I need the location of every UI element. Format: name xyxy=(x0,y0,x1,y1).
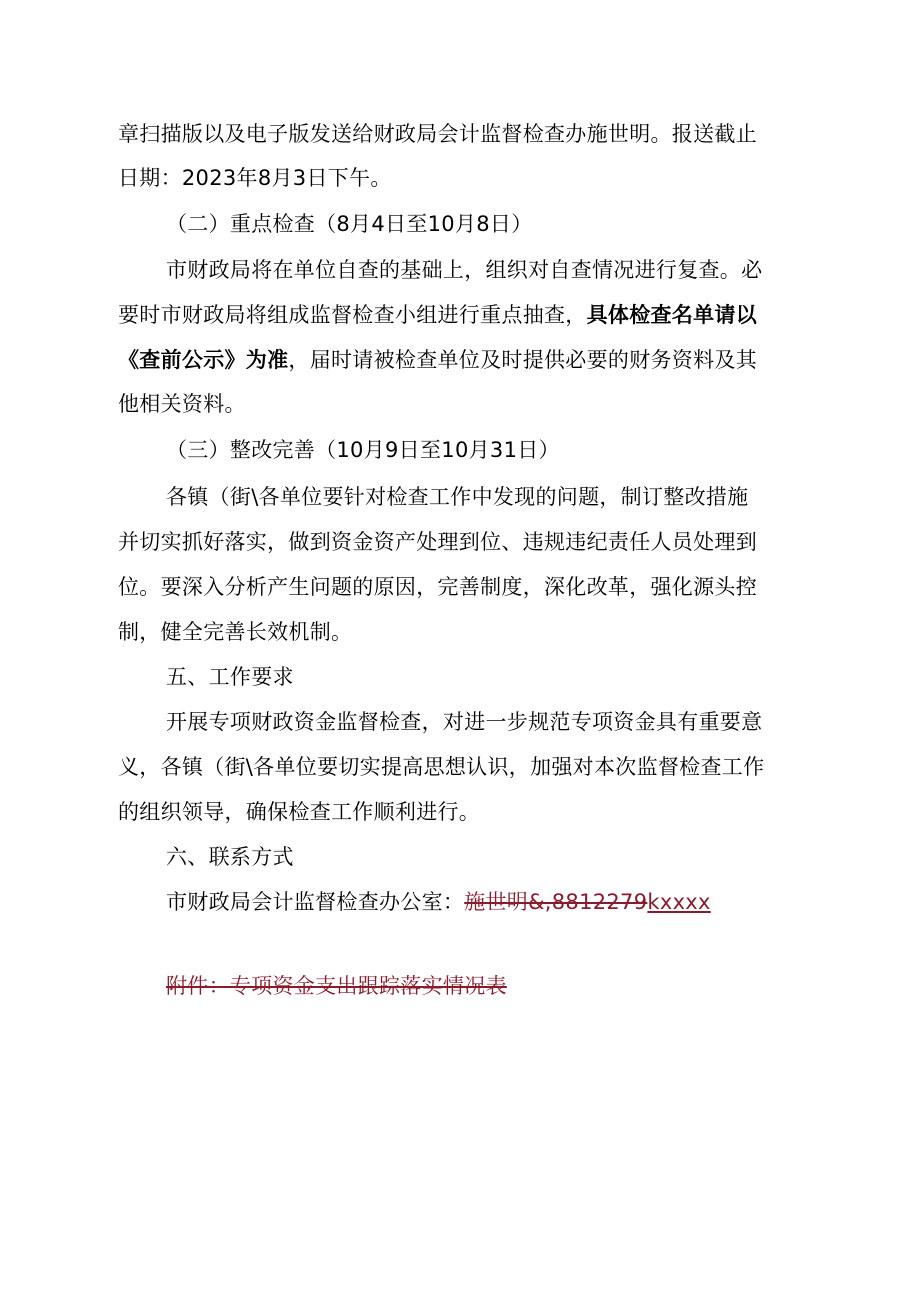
paragraph-line xyxy=(118,573,757,601)
text-line: 各镇（街\各单位要针对检查工作中发现的问题，制订整改措施 xyxy=(166,485,749,509)
paragraph-line xyxy=(166,708,762,736)
paragraph-line xyxy=(118,346,757,374)
text-line: 市财政局将在单位自查的基础上，组织对自查情况进行复查。必 xyxy=(166,258,763,282)
text-line: ，届时请被检查单位及时提供必要的财务资料及其 xyxy=(288,348,758,372)
paragraph-line xyxy=(118,390,246,418)
paragraph-line xyxy=(118,798,480,826)
text-line: 的组织领导，确保检查工作顺利进行。 xyxy=(118,800,481,824)
section-heading-key-inspection xyxy=(166,210,533,238)
contact-line xyxy=(166,888,711,916)
text-line: 市财政局会计监督检查办公室： xyxy=(166,890,465,914)
text-line: 五、工作要求 xyxy=(166,665,294,689)
attachment-line xyxy=(166,972,507,1000)
text-line: 章扫描版以及电子版发送给财政局会计监督检查办施世明。报送截止 xyxy=(118,122,757,146)
section-heading-rectification xyxy=(166,436,560,464)
text-line: （三）整改完善（10月9日至10月31日） xyxy=(166,438,560,462)
text-line: （二）重点检查（8月4日至10月8日） xyxy=(166,212,533,236)
paragraph-line xyxy=(118,618,352,646)
text-line: 义，各镇（街\各单位要切实提高思想认识，加强对本次监督检查工作 xyxy=(118,755,765,779)
paragraph-line xyxy=(118,164,392,192)
text-line: 开展专项财政资金监督检查，对进一步规范专项资金具有重要意 xyxy=(166,710,763,734)
paragraph-line xyxy=(118,120,757,148)
bold-text: 具体检查名单请以 xyxy=(586,303,758,327)
deleted-text: 施世明&,8812279 xyxy=(464,890,648,914)
paragraph-line xyxy=(118,301,757,329)
text-line: 六、联系方式 xyxy=(166,845,294,869)
text-line: 他相关资料。 xyxy=(118,392,246,416)
bold-text: 《查前公示》为准 xyxy=(118,348,289,372)
section-heading-work-requirements xyxy=(166,663,294,691)
text-line: 并切实抓好落实，做到资金资产处理到位、违规违纪责任人员处理到 xyxy=(118,530,757,554)
section-heading-contact xyxy=(166,843,294,871)
paragraph-line xyxy=(166,256,762,284)
deleted-text: 附件：专项资金支出跟踪落实情况表 xyxy=(166,974,507,998)
text-line: 要时市财政局将组成监督检查小组进行重点抽查， xyxy=(118,303,587,327)
text-line: 日期：2023年8月3日下午。 xyxy=(118,166,392,190)
paragraph-line xyxy=(118,753,764,781)
paragraph-line xyxy=(118,528,757,556)
text-line: 位。要深入分析产生问题的原因，完善制度，深化改革，强化源头控 xyxy=(118,575,757,599)
paragraph-line xyxy=(166,483,748,511)
text-line: 制，健全完善长效机制。 xyxy=(118,620,353,644)
inserted-text: kxxxx xyxy=(647,890,711,914)
